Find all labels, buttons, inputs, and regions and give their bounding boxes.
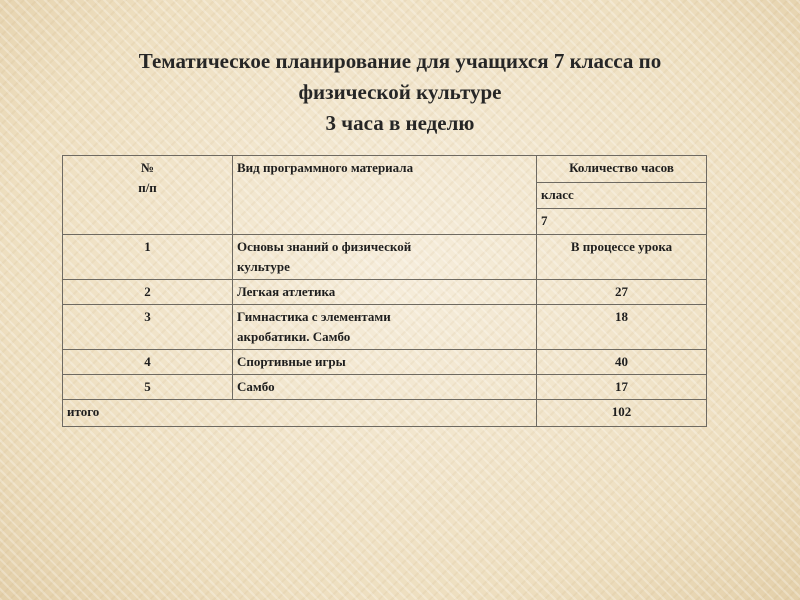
- header-class-value-cell: 7: [537, 209, 707, 235]
- row-material-line: Гимнастика с элементами: [237, 309, 391, 324]
- table-row: [63, 350, 707, 375]
- row-hours: 40: [537, 350, 707, 375]
- total-hours: 102: [537, 400, 707, 427]
- row-material-line: культуре: [237, 259, 290, 274]
- row-number: 1: [63, 235, 233, 280]
- header-number-abbr: п/п: [138, 180, 157, 195]
- title-line-3: 3 часа в неделю: [325, 111, 475, 135]
- row-number: 4: [63, 350, 233, 375]
- row-hours: 18: [537, 305, 707, 350]
- row-hours: В процессе урока: [537, 235, 707, 280]
- row-number: 5: [63, 375, 233, 400]
- row-material: Спортивные игры: [233, 350, 537, 375]
- planning-table: [62, 155, 707, 427]
- header-row: [63, 156, 707, 183]
- row-material-line: Основы знаний о физической: [237, 239, 412, 254]
- header-material-cell: Вид программного материала: [233, 156, 537, 235]
- header-number-cell: [63, 156, 233, 235]
- row-material: Легкая атлетика: [233, 280, 537, 305]
- table-row: [63, 235, 707, 280]
- header-number-symbol: №: [140, 160, 155, 175]
- row-number: 3: [63, 305, 233, 350]
- header-hours-cell: Количество часов: [537, 156, 707, 183]
- total-label: итого: [63, 400, 537, 427]
- row-material: Самбо: [233, 375, 537, 400]
- row-material-line: акробатики. Самбо: [237, 329, 351, 344]
- row-material: [233, 235, 537, 280]
- total-row: [63, 400, 707, 427]
- table-row: [63, 305, 707, 350]
- row-hours: 17: [537, 375, 707, 400]
- table-row: [63, 280, 707, 305]
- header-class-cell: класс: [537, 183, 707, 209]
- row-material: [233, 305, 537, 350]
- page-title: [20, 46, 780, 139]
- table-row: [63, 375, 707, 400]
- title-line-2: физической культуре: [298, 80, 502, 104]
- row-number: 2: [63, 280, 233, 305]
- row-hours: 27: [537, 280, 707, 305]
- title-line-1: Тематическое планирование для учащихся 7 класса по: [138, 49, 662, 73]
